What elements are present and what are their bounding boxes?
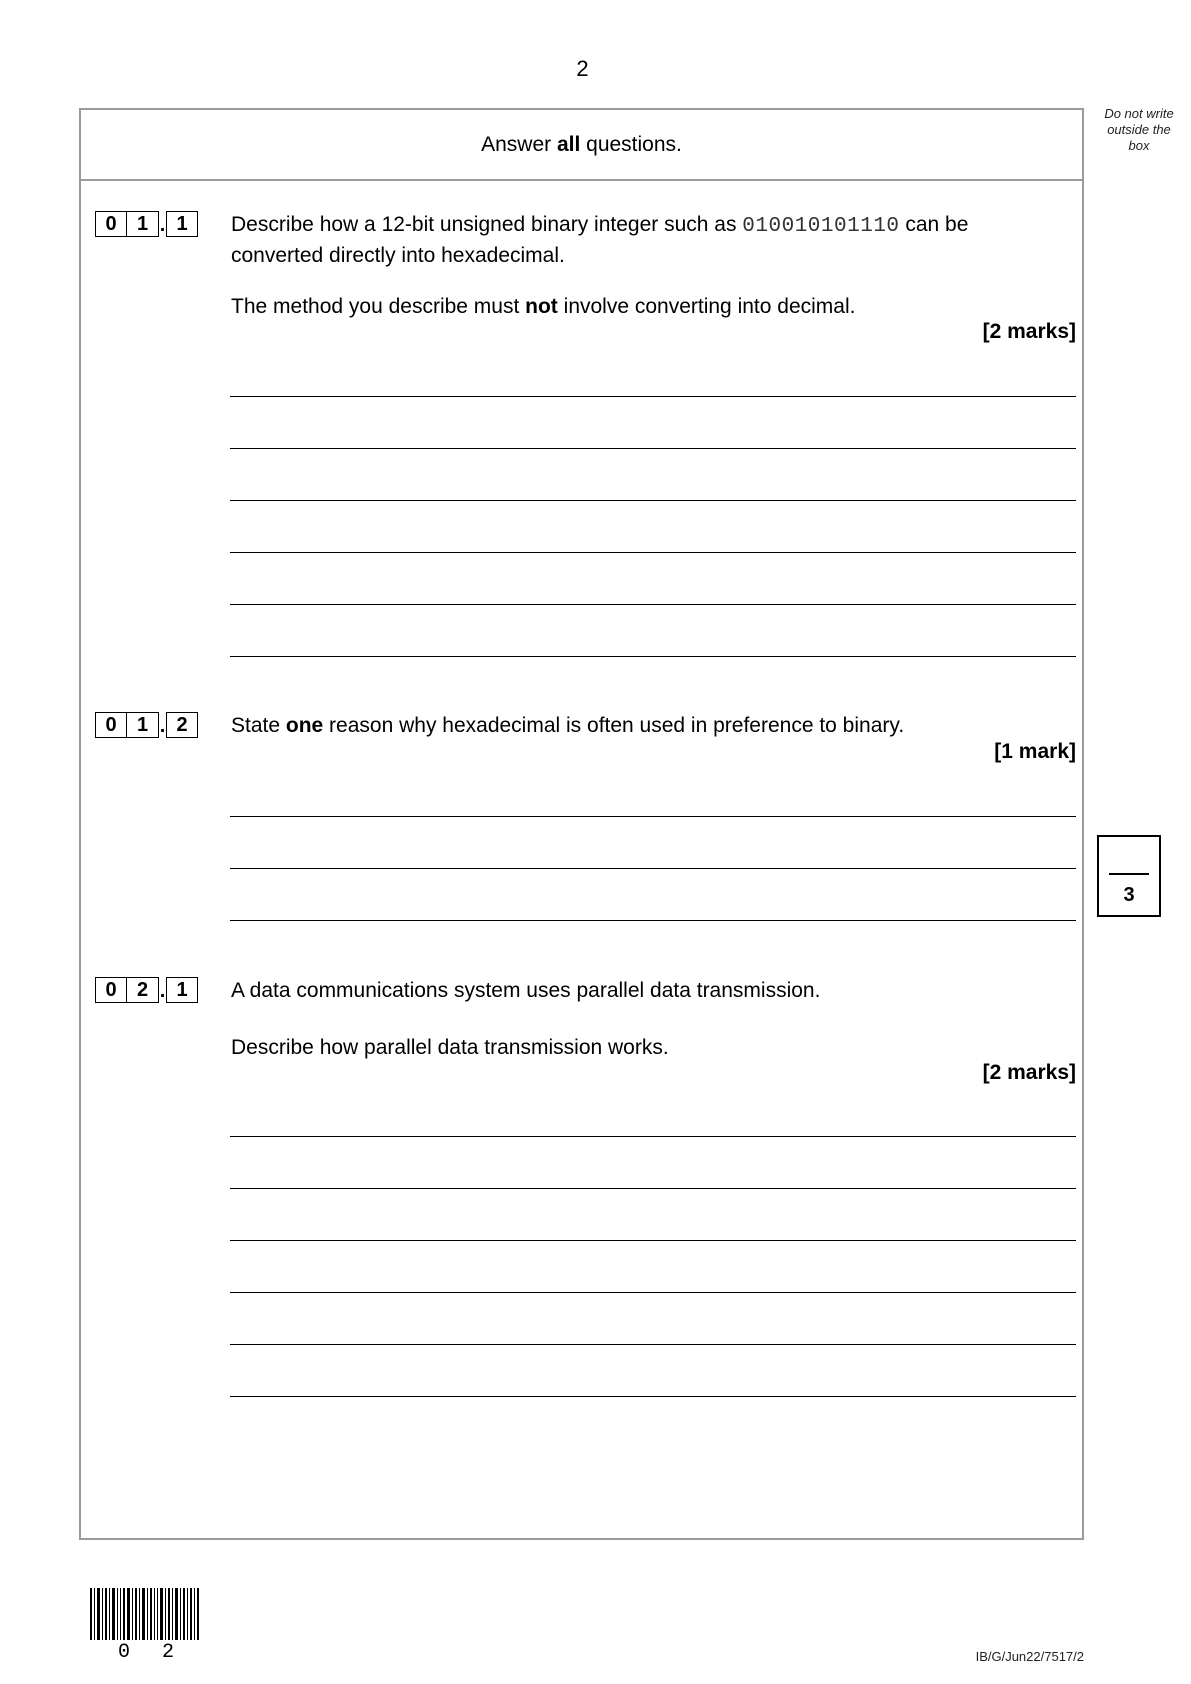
question-text-emphasis: one (285, 714, 324, 737)
question-digit: 0 (95, 977, 127, 1003)
question-note-part: involve converting into decimal. (557, 295, 856, 318)
question-number-01-2 (95, 712, 198, 738)
header-divider (79, 179, 1084, 181)
question-text-part: can be (899, 213, 969, 236)
answer-line[interactable] (230, 500, 1076, 501)
margin-note-line-3: box (1128, 138, 1150, 153)
question-dot: . (159, 715, 166, 737)
instruction-part: Answer (481, 133, 557, 156)
margin-note-line-1: Do not write (1104, 106, 1174, 121)
answer-line[interactable] (230, 1188, 1076, 1189)
question-digit: 1 (166, 211, 198, 237)
marks-label-02-1: [2 marks] (982, 1061, 1076, 1084)
question-digit: 2 (127, 977, 159, 1003)
answer-line[interactable] (230, 868, 1076, 869)
barcode-number: 0 2 (118, 1641, 185, 1664)
question-dot: . (159, 980, 166, 1002)
marks-label-01-1: [2 marks] (982, 320, 1076, 343)
instruction-part: questions. (580, 133, 682, 156)
question-digit: 1 (166, 977, 198, 1003)
answer-line[interactable] (230, 1344, 1076, 1345)
marks-label-01-2: [1 mark] (994, 740, 1076, 763)
question-text-part: converted directly into hexadecimal. (231, 244, 565, 267)
page-number: 2 (576, 56, 589, 81)
answer-frame (79, 108, 1084, 1540)
score-box-line (1109, 873, 1149, 875)
question-digit: 1 (127, 211, 159, 237)
question-text-part: reason why hexadecimal is often used in preference to binary. (323, 714, 905, 737)
answer-line[interactable] (230, 604, 1076, 605)
question-note-part: The method you describe must (231, 295, 526, 318)
instruction-emphasis: all (556, 133, 581, 156)
answer-line[interactable] (230, 920, 1076, 921)
question-number-02-1 (95, 977, 198, 1003)
question-prompt-02-1: Describe how parallel data transmission works. (231, 1036, 669, 1059)
answer-line[interactable] (230, 1136, 1076, 1137)
question-number-01-1 (95, 211, 198, 237)
margin-note-line-2: outside the (1107, 122, 1171, 137)
barcode-image (90, 1588, 200, 1640)
answer-line[interactable] (230, 1396, 1076, 1397)
question-text-part: Describe how a 12-bit unsigned binary integer such as (231, 213, 743, 236)
paper-reference-code: IB/G/Jun22/7517/2 (975, 1649, 1084, 1664)
answer-line[interactable] (230, 1240, 1076, 1241)
binary-integer: 010010101110 (742, 215, 900, 238)
answer-line[interactable] (230, 396, 1076, 397)
answer-line[interactable] (230, 448, 1076, 449)
instruction-text (79, 133, 1084, 157)
answer-line[interactable] (230, 656, 1076, 657)
answer-line[interactable] (230, 816, 1076, 817)
answer-line[interactable] (230, 552, 1076, 553)
question-text-01-2 (231, 711, 1076, 740)
question-dot: . (159, 214, 166, 236)
answer-line[interactable] (230, 1292, 1076, 1293)
question-digit: 2 (166, 712, 198, 738)
score-total: 3 (1123, 884, 1135, 906)
question-text-part: State (231, 714, 286, 737)
margin-note (1094, 106, 1184, 154)
score-box (1097, 835, 1161, 917)
question-text-02-1: A data communications system uses parallel data transmission. (231, 979, 821, 1002)
question-note-01-1 (231, 292, 1076, 321)
question-digit: 0 (95, 712, 127, 738)
question-text-01-1 (231, 210, 1076, 270)
question-note-emphasis: not (525, 295, 558, 318)
question-digit: 1 (127, 712, 159, 738)
question-digit: 0 (95, 211, 127, 237)
